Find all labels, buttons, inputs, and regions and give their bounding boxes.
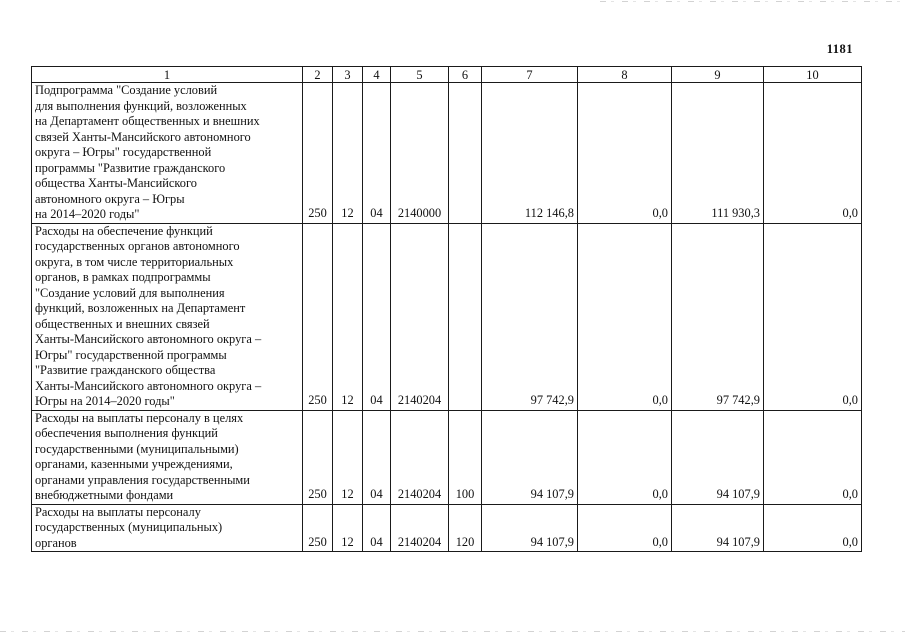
cell-col5: 2140204 bbox=[391, 504, 449, 552]
row-description: Расходы на выплаты персоналу в целях обеспечения выполнения функций государственными (муниципальными) органами, казенными учреждениями, органами управления государственными внебюджетными фондами bbox=[32, 410, 303, 504]
cell-col5: 2140204 bbox=[391, 410, 449, 504]
cell-col9: 97 742,9 bbox=[672, 223, 764, 410]
header-cell: 7 bbox=[482, 67, 578, 83]
cell-col10: 0,0 bbox=[764, 223, 862, 410]
cell-col6 bbox=[449, 223, 482, 410]
row-description: Расходы на обеспечение функций государственных органов автономного округа, в том числе территориальных органов, в рамках подпрограммы "Создание условий для выполнения функций, возложенных на Департамент общественных и внешних связей Ханты-Мансийского автономного округа – Югры" государственной программы "Развитие гражданского общества Ханты-Мансийского автономного округа – Югры на 2014–2020 годы" bbox=[32, 223, 303, 410]
cell-col7: 94 107,9 bbox=[482, 504, 578, 552]
cell-col3: 12 bbox=[333, 83, 363, 224]
cell-col4: 04 bbox=[363, 410, 391, 504]
header-cell: 8 bbox=[578, 67, 672, 83]
table-row bbox=[32, 223, 862, 410]
table-row bbox=[32, 410, 862, 504]
header-cell: 4 bbox=[363, 67, 391, 83]
header-cell: 3 bbox=[333, 67, 363, 83]
cell-col2: 250 bbox=[303, 223, 333, 410]
page-number: 1181 bbox=[826, 42, 853, 56]
row-description: Расходы на выплаты персоналу государственных (муниципальных) органов bbox=[32, 504, 303, 552]
cell-col7: 112 146,8 bbox=[482, 83, 578, 224]
cell-col4: 04 bbox=[363, 223, 391, 410]
cell-col2: 250 bbox=[303, 83, 333, 224]
header-row bbox=[32, 67, 862, 83]
cell-col6 bbox=[449, 83, 482, 224]
header-cell: 1 bbox=[32, 67, 303, 83]
cell-col4: 04 bbox=[363, 504, 391, 552]
scan-artifact-top bbox=[600, 1, 900, 2]
cell-col8: 0,0 bbox=[578, 83, 672, 224]
cell-col9: 94 107,9 bbox=[672, 504, 764, 552]
cell-col8: 0,0 bbox=[578, 410, 672, 504]
header-cell: 5 bbox=[391, 67, 449, 83]
cell-col6: 100 bbox=[449, 410, 482, 504]
scan-artifact-bottom bbox=[0, 631, 905, 632]
header-cell: 6 bbox=[449, 67, 482, 83]
header-cell: 10 bbox=[764, 67, 862, 83]
cell-col7: 94 107,9 bbox=[482, 410, 578, 504]
cell-col9: 111 930,3 bbox=[672, 83, 764, 224]
cell-col2: 250 bbox=[303, 410, 333, 504]
budget-table bbox=[31, 66, 862, 552]
header-cell: 2 bbox=[303, 67, 333, 83]
cell-col4: 04 bbox=[363, 83, 391, 224]
cell-col3: 12 bbox=[333, 504, 363, 552]
table-row bbox=[32, 83, 862, 224]
row-description: Подпрограмма "Создание условий для выполнения функций, возложенных на Департамент общественных и внешних связей Ханты-Мансийского автономного округа – Югры" государственной программы "Развитие гражданского общества Ханты-Мансийского автономного округа – Югры на 2014–2020 годы" bbox=[32, 83, 303, 224]
cell-col10: 0,0 bbox=[764, 504, 862, 552]
header-cell: 9 bbox=[672, 67, 764, 83]
cell-col10: 0,0 bbox=[764, 410, 862, 504]
table-row bbox=[32, 504, 862, 552]
cell-col9: 94 107,9 bbox=[672, 410, 764, 504]
cell-col10: 0,0 bbox=[764, 83, 862, 224]
cell-col8: 0,0 bbox=[578, 504, 672, 552]
cell-col8: 0,0 bbox=[578, 223, 672, 410]
cell-col7: 97 742,9 bbox=[482, 223, 578, 410]
cell-col3: 12 bbox=[333, 223, 363, 410]
cell-col6: 120 bbox=[449, 504, 482, 552]
cell-col5: 2140000 bbox=[391, 83, 449, 224]
cell-col5: 2140204 bbox=[391, 223, 449, 410]
cell-col3: 12 bbox=[333, 410, 363, 504]
cell-col2: 250 bbox=[303, 504, 333, 552]
